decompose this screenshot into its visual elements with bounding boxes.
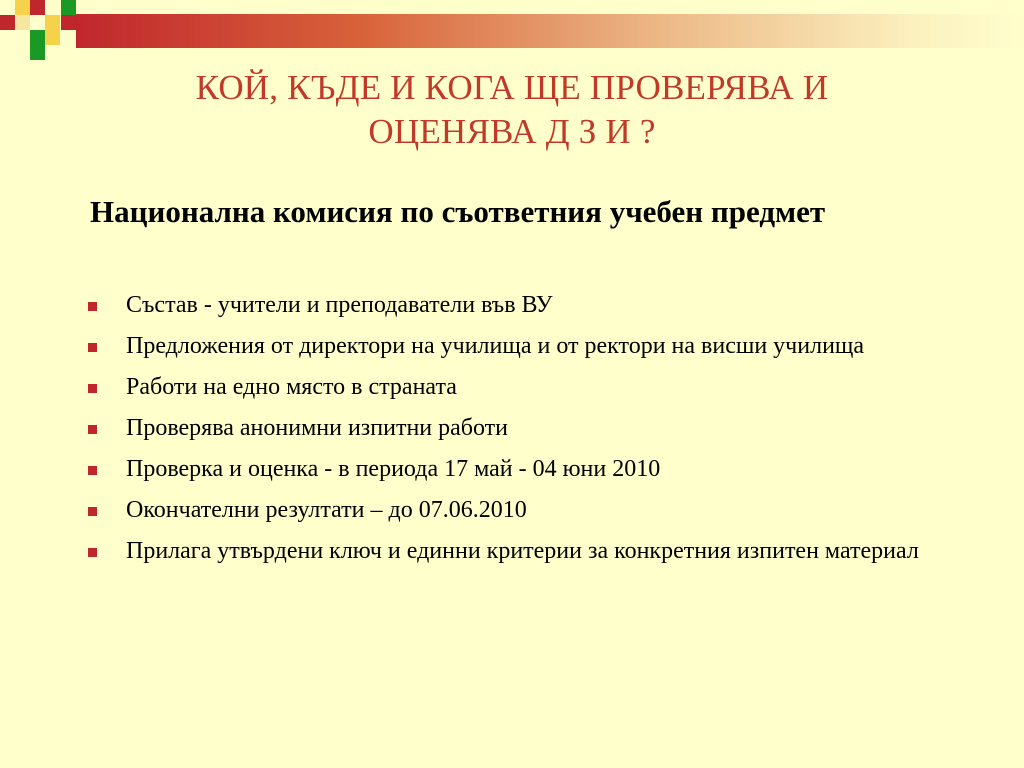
square-bullet-icon (88, 507, 97, 516)
square-bullet-icon (88, 425, 97, 434)
bullet-item (88, 493, 988, 528)
slide-title (60, 66, 964, 154)
bullet-list (88, 288, 988, 575)
square-bullet-icon (88, 343, 97, 352)
bullet-item (88, 370, 988, 405)
decorative-square (45, 15, 60, 30)
slide-subtitle: Национална комисия по съответния учебен предмет (90, 194, 826, 229)
square-bullet-icon (88, 466, 97, 475)
square-bullet-icon (88, 302, 97, 311)
header-gradient-band (76, 14, 1024, 48)
decorative-square (15, 15, 30, 30)
bullet-item (88, 329, 988, 364)
decorative-square (30, 45, 45, 60)
bullet-text: Окончателни резултати – до 07.06.2010 (126, 497, 527, 523)
bullet-text: Предложения от директори на училища и от ректори на висши училища (126, 333, 865, 359)
square-bullet-icon (88, 384, 97, 393)
decorative-square (61, 0, 76, 15)
square-bullet-icon (88, 548, 97, 557)
bullet-text: Състав - учители и преподаватели във ВУ (126, 292, 553, 318)
slide-title-line-2: ОЦЕНЯВА Д З И ? (368, 112, 656, 151)
bullet-item (88, 411, 988, 446)
bullet-item (88, 534, 988, 569)
bullet-text: Проверява анонимни изпитни работи (126, 415, 509, 441)
bullet-text: Проверка и оценка - в периода 17 май - 04 юни 2010 (126, 456, 661, 482)
decorative-square (30, 0, 45, 15)
decorative-square (61, 15, 76, 30)
decorative-square (15, 0, 30, 15)
bullet-item (88, 288, 988, 323)
decorative-square (0, 15, 15, 30)
slide-title-line-1: КОЙ, КЪДЕ И КОГА ЩЕ ПРОВЕРЯВА И (195, 68, 829, 107)
bullet-text: Работи на едно място в страната (126, 374, 457, 400)
bullet-text: Прилага утвърдени ключ и единни критерии за конкретния изпитен материал (126, 538, 919, 564)
decorative-square (30, 30, 45, 45)
bullet-item (88, 452, 988, 487)
decorative-square (45, 30, 60, 45)
